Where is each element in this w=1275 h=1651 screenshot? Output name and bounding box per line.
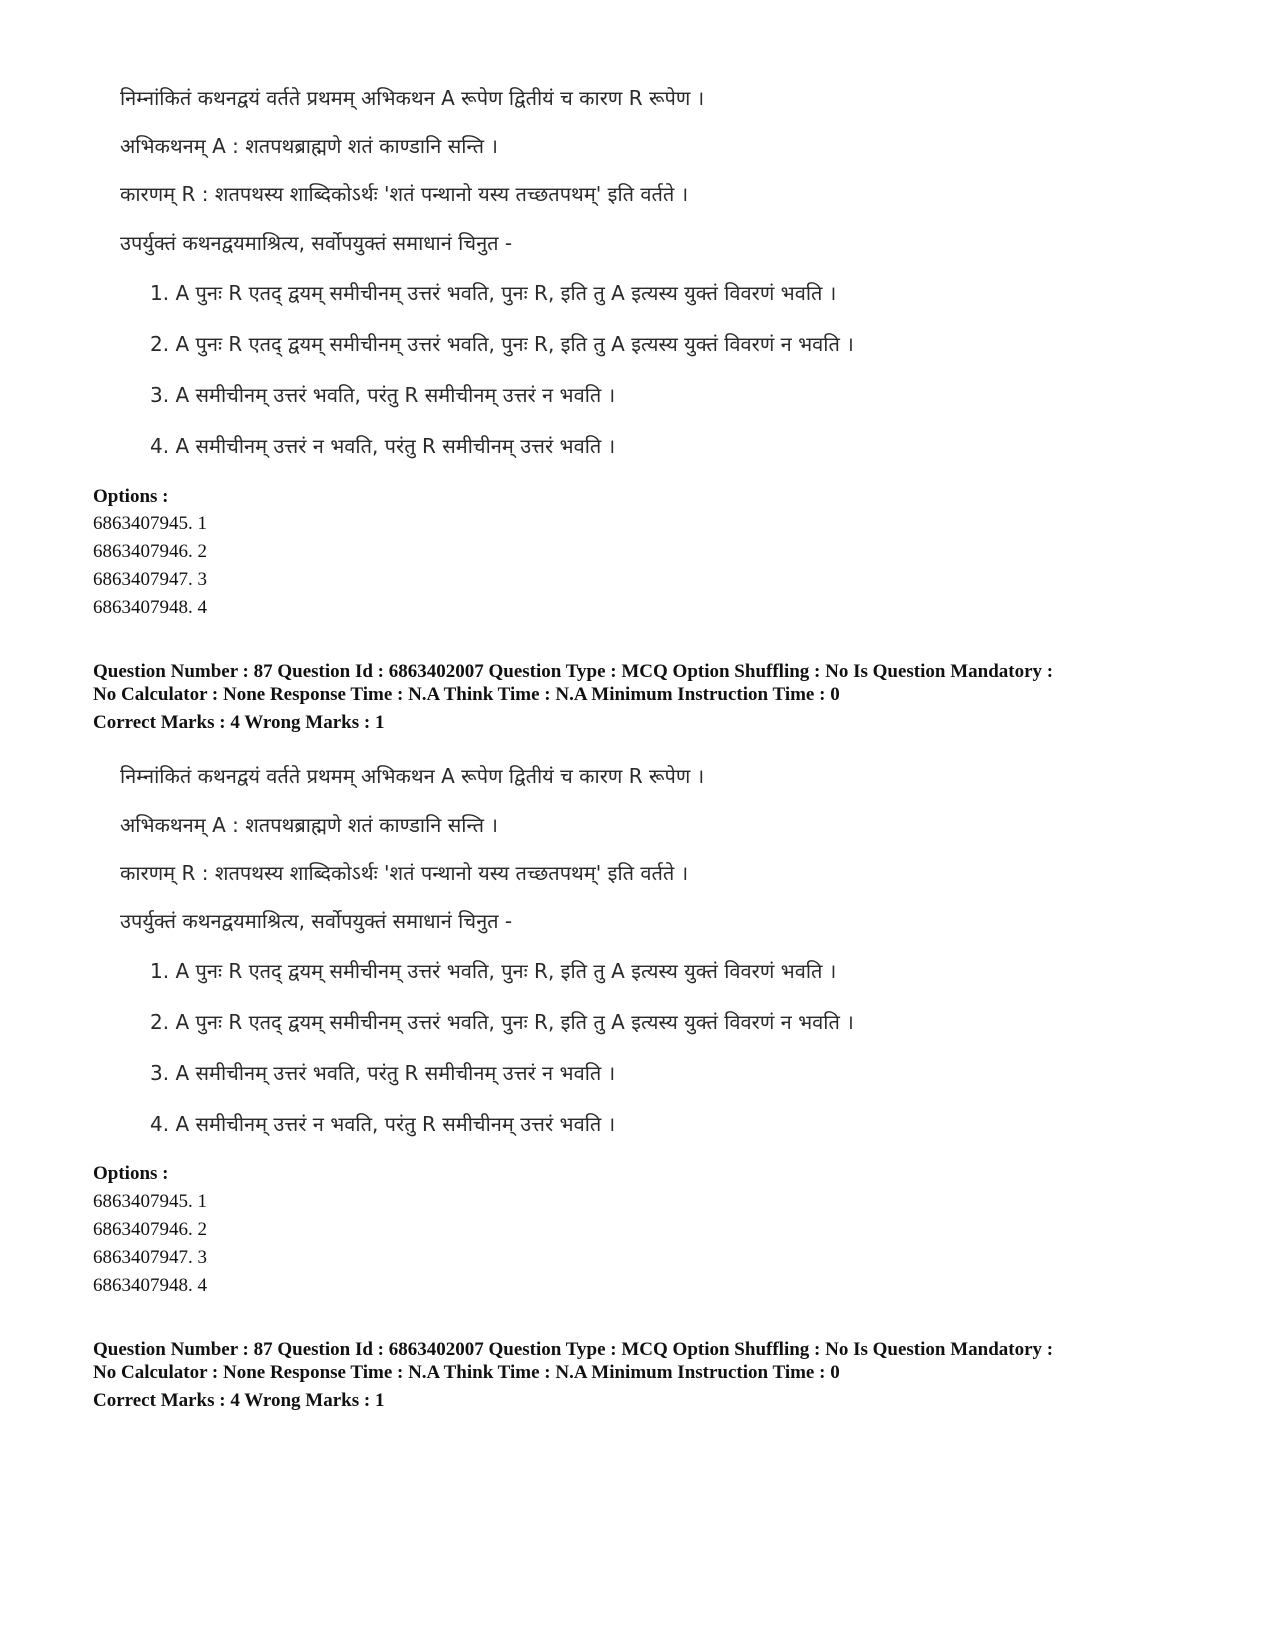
choice-1: 1. A पुनः R एतद् द्वयम् समीचीनम् उत्तरं भवति, पुनः R, इति तु A इत्यस्य युक्तं विवरणं भवति । (150, 959, 837, 983)
assertion-line: अभिकथनम् A : शतपथब्राह्मणे शतं काण्डानि सन्ति । (120, 813, 498, 837)
choice-1: 1. A पुनः R एतद् द्वयम् समीचीनम् उत्तरं भवति, पुनः R, इति तु A इत्यस्य युक्तं विवरणं भवति । (150, 281, 837, 305)
options-label: Options : (93, 486, 169, 507)
choice-4: 4. A समीचीनम् उत्तरं न भवति, परंतु R समीचीनम् उत्तरं भवति । (150, 434, 616, 458)
option-id: 6863407945. 1 (93, 513, 207, 534)
reason-line: कारणम् R : शतपथस्य शाब्दिकोऽर्थः 'शतं पन्थानो यस्य तच्छतपथम्' इति वर्तते । (120, 182, 689, 206)
options-label: Options : (93, 1163, 169, 1184)
option-id: 6863407947. 3 (93, 569, 207, 590)
option-id: 6863407947. 3 (93, 1247, 207, 1268)
question-meta-line: Question Number : 87 Question Id : 6863402007 Question Type : MCQ Option Shuffling : No Is Question Mandatory : (93, 1339, 1054, 1360)
choice-4: 4. A समीचीनम् उत्तरं न भवति, परंतु R समीचीनम् उत्तरं भवति । (150, 1112, 616, 1136)
choice-2: 2. A पुनः R एतद् द्वयम् समीचीनम् उत्तरं भवति, पुनः R, इति तु A इत्यस्य युक्तं विवरणं न भवति । (150, 332, 854, 356)
option-id: 6863407946. 2 (93, 541, 207, 562)
option-id: 6863407946. 2 (93, 1219, 207, 1240)
instruction-line: उपर्युक्तं कथनद्वयमाश्रित्य, सर्वोपयुक्तं समाधानं चिनुत - (120, 909, 513, 933)
option-id: 6863407948. 4 (93, 1275, 207, 1296)
marks-line: Correct Marks : 4 Wrong Marks : 1 (93, 1390, 385, 1411)
question-line: निम्नांकितं कथनद्वयं वर्तते प्रथमम् अभिकथन A रूपेण द्वितीयं च कारण R रूपेण । (120, 764, 705, 788)
assertion-line: अभिकथनम् A : शतपथब्राह्मणे शतं काण्डानि सन्ति । (120, 134, 498, 158)
reason-line: कारणम् R : शतपथस्य शाब्दिकोऽर्थः 'शतं पन्थानो यस्य तच्छतपथम्' इति वर्तते । (120, 861, 689, 885)
option-id: 6863407948. 4 (93, 597, 207, 618)
question-meta-line: No Calculator : None Response Time : N.A Think Time : N.A Minimum Instruction Time : 0 (93, 684, 840, 705)
option-id: 6863407945. 1 (93, 1191, 207, 1212)
choice-3: 3. A समीचीनम् उत्तरं भवति, परंतु R समीचीनम् उत्तरं न भवति । (150, 1061, 616, 1085)
question-meta-line: No Calculator : None Response Time : N.A Think Time : N.A Minimum Instruction Time : 0 (93, 1362, 840, 1383)
instruction-line: उपर्युक्तं कथनद्वयमाश्रित्य, सर्वोपयुक्तं समाधानं चिनुत - (120, 231, 513, 255)
question-line: निम्नांकितं कथनद्वयं वर्तते प्रथमम् अभिकथन A रूपेण द्वितीयं च कारण R रूपेण । (120, 86, 705, 110)
choice-2: 2. A पुनः R एतद् द्वयम् समीचीनम् उत्तरं भवति, पुनः R, इति तु A इत्यस्य युक्तं विवरणं न भवति । (150, 1010, 854, 1034)
choice-3: 3. A समीचीनम् उत्तरं भवति, परंतु R समीचीनम् उत्तरं न भवति । (150, 383, 616, 407)
marks-line: Correct Marks : 4 Wrong Marks : 1 (93, 712, 385, 733)
question-meta-line: Question Number : 87 Question Id : 6863402007 Question Type : MCQ Option Shuffling : No Is Question Mandatory : (93, 661, 1054, 682)
